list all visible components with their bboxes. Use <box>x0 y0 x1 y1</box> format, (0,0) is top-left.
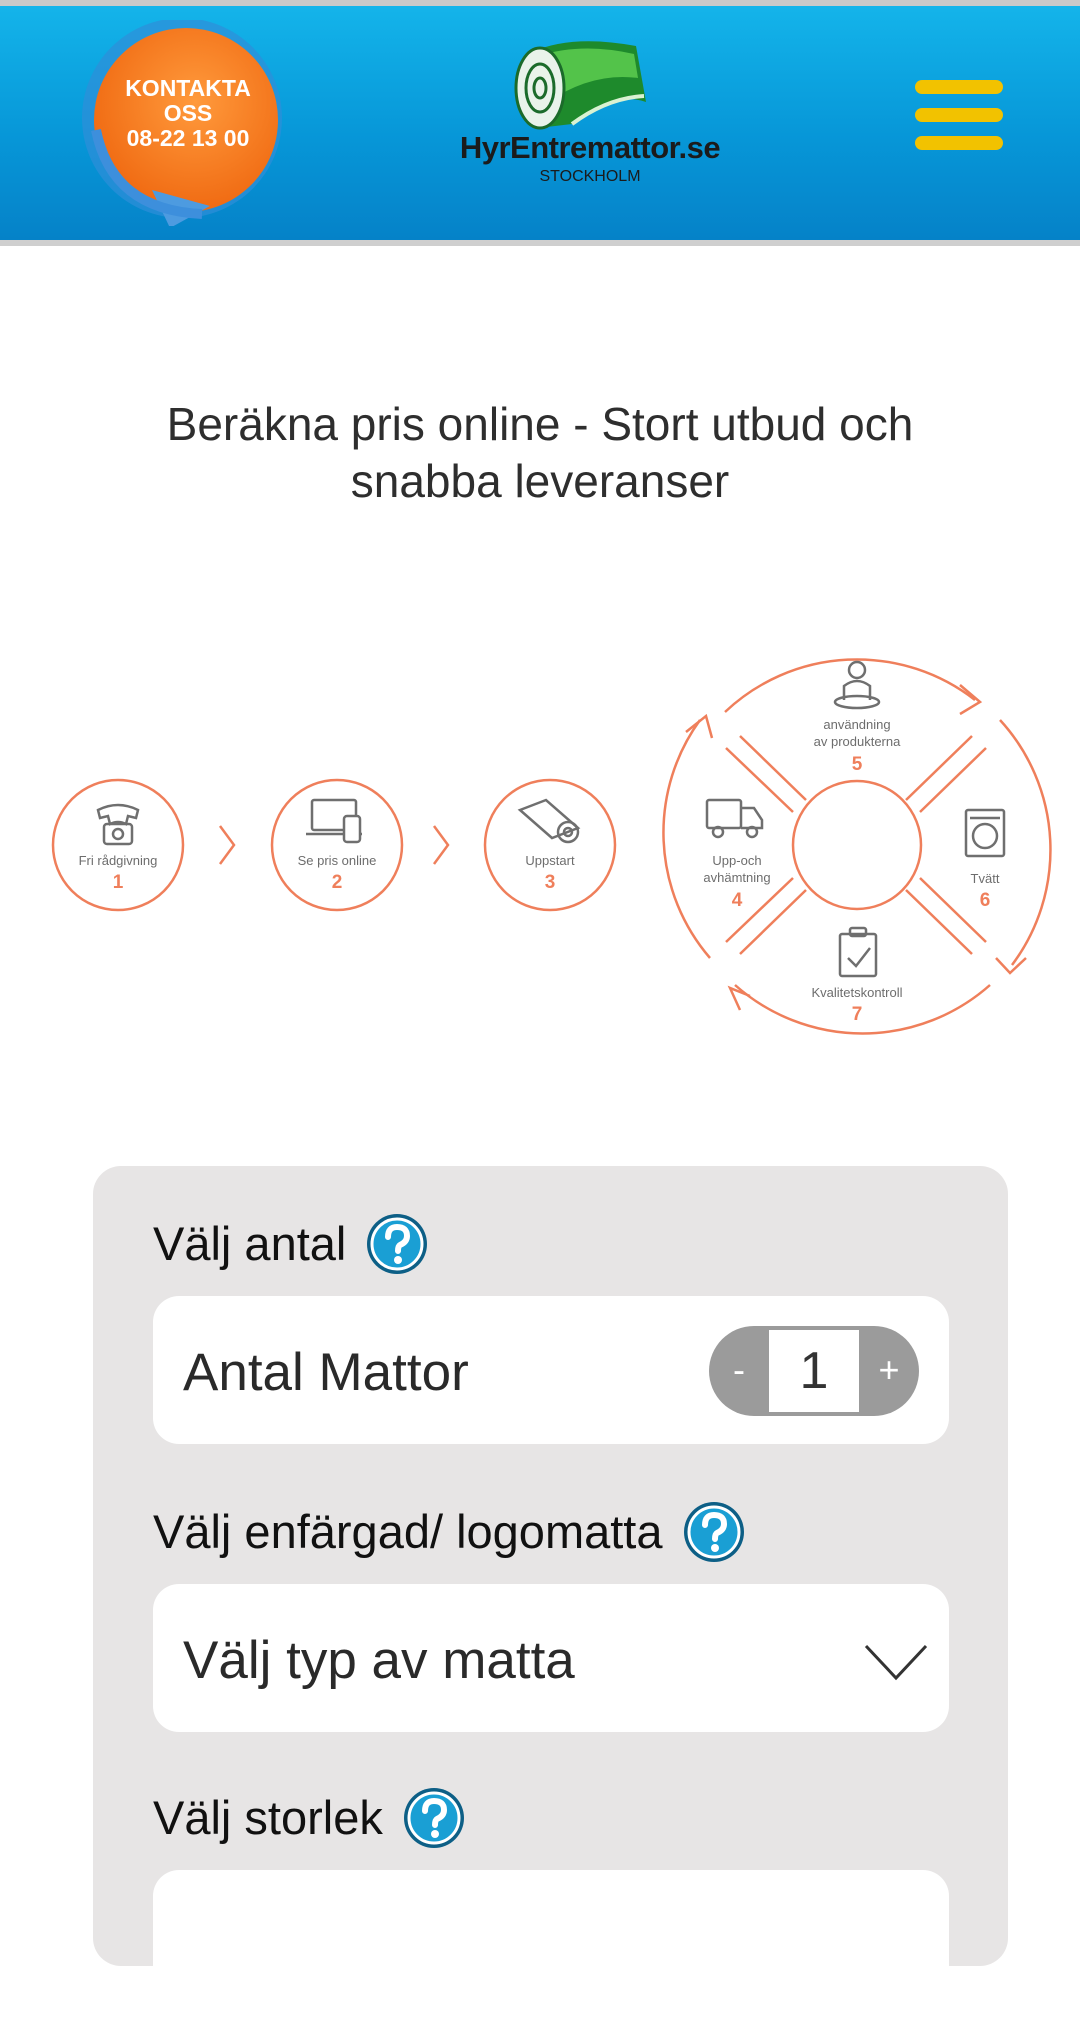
price-calculator <box>93 1166 1008 1966</box>
site-header <box>0 0 1080 246</box>
chevron-down-icon <box>863 1642 929 1682</box>
site-logo[interactable] <box>450 28 740 198</box>
step-2-label: Se pris online <box>297 853 377 868</box>
hamburger-menu-icon[interactable] <box>912 80 1006 160</box>
chevron-right-icon <box>220 826 234 864</box>
increment-button[interactable]: + <box>878 1349 900 1390</box>
step-1-number: 1 <box>112 872 124 893</box>
chevron-right-icon <box>434 826 448 864</box>
step-5-label-line-2: av produkterna <box>813 734 901 749</box>
step-7-label: Kvalitetskontroll <box>811 985 903 1000</box>
step-4-number: 4 <box>731 890 743 911</box>
step-3-number: 3 <box>544 872 556 893</box>
step-1-label: Fri rådgivning <box>78 853 158 868</box>
size-label-row <box>153 1790 466 1850</box>
washing-machine-icon <box>966 810 1004 856</box>
menu-bar-middle <box>915 108 1003 122</box>
devices-icon <box>306 800 362 842</box>
step-6-label: Tvätt <box>970 871 1000 886</box>
step-4-label <box>682 852 792 886</box>
question-mark-icon[interactable] <box>365 1212 429 1276</box>
quantity-field <box>153 1296 949 1444</box>
step-4-label-line-1: Upp-och <box>712 853 762 868</box>
step-3-label: Uppstart <box>525 853 575 868</box>
rolled-mat-logo-icon <box>512 32 652 132</box>
quantity-label-row <box>153 1216 429 1276</box>
size-select[interactable] <box>153 1870 949 2018</box>
person-icon <box>835 662 879 708</box>
step-5-number: 5 <box>851 754 863 775</box>
step-7-number: 7 <box>851 1004 863 1025</box>
step-2-number: 2 <box>331 872 343 893</box>
mat-type-select[interactable] <box>153 1584 949 1732</box>
menu-bar-top <box>915 80 1003 94</box>
contact-phone: 08-22 13 00 <box>126 125 250 151</box>
question-mark-icon[interactable] <box>682 1500 746 1564</box>
size-label: Välj storlek <box>153 1791 383 1844</box>
telephone-icon <box>98 805 138 844</box>
mat-type-placeholder: Välj typ av matta <box>183 1631 575 1690</box>
contact-text <box>108 76 268 151</box>
step-5-label <box>792 716 922 750</box>
decrement-button[interactable]: - <box>733 1349 745 1390</box>
process-diagram <box>0 640 1080 1060</box>
type-label: Välj enfärgad/ logomatta <box>153 1505 663 1558</box>
truck-icon <box>707 800 762 837</box>
question-mark-icon[interactable] <box>402 1786 466 1850</box>
quantity-stepper <box>709 1326 919 1416</box>
logo-subtitle: STOCKHOLM <box>539 168 641 185</box>
clipboard-check-icon <box>840 928 876 976</box>
contact-us-badge[interactable] <box>82 20 288 226</box>
rolled-mat-icon <box>520 800 578 842</box>
logo-name: HyrEntremattor.se <box>459 130 721 165</box>
quantity-input[interactable] <box>769 1330 859 1412</box>
step-4-label-line-2: avhämtning <box>703 870 771 885</box>
quantity-field-label: Antal Mattor <box>183 1343 469 1402</box>
menu-bar-bottom <box>915 136 1003 150</box>
quantity-label: Välj antal <box>153 1217 347 1270</box>
contact-line-2: OSS <box>163 100 213 126</box>
type-label-row <box>153 1504 746 1564</box>
step-5-label-line-1: användning <box>823 717 891 732</box>
step-6-number: 6 <box>979 890 991 911</box>
page-title: Beräkna pris online - Stort utbud och snabba leveranser <box>166 398 914 507</box>
contact-line-1: KONTAKTA <box>125 75 251 101</box>
